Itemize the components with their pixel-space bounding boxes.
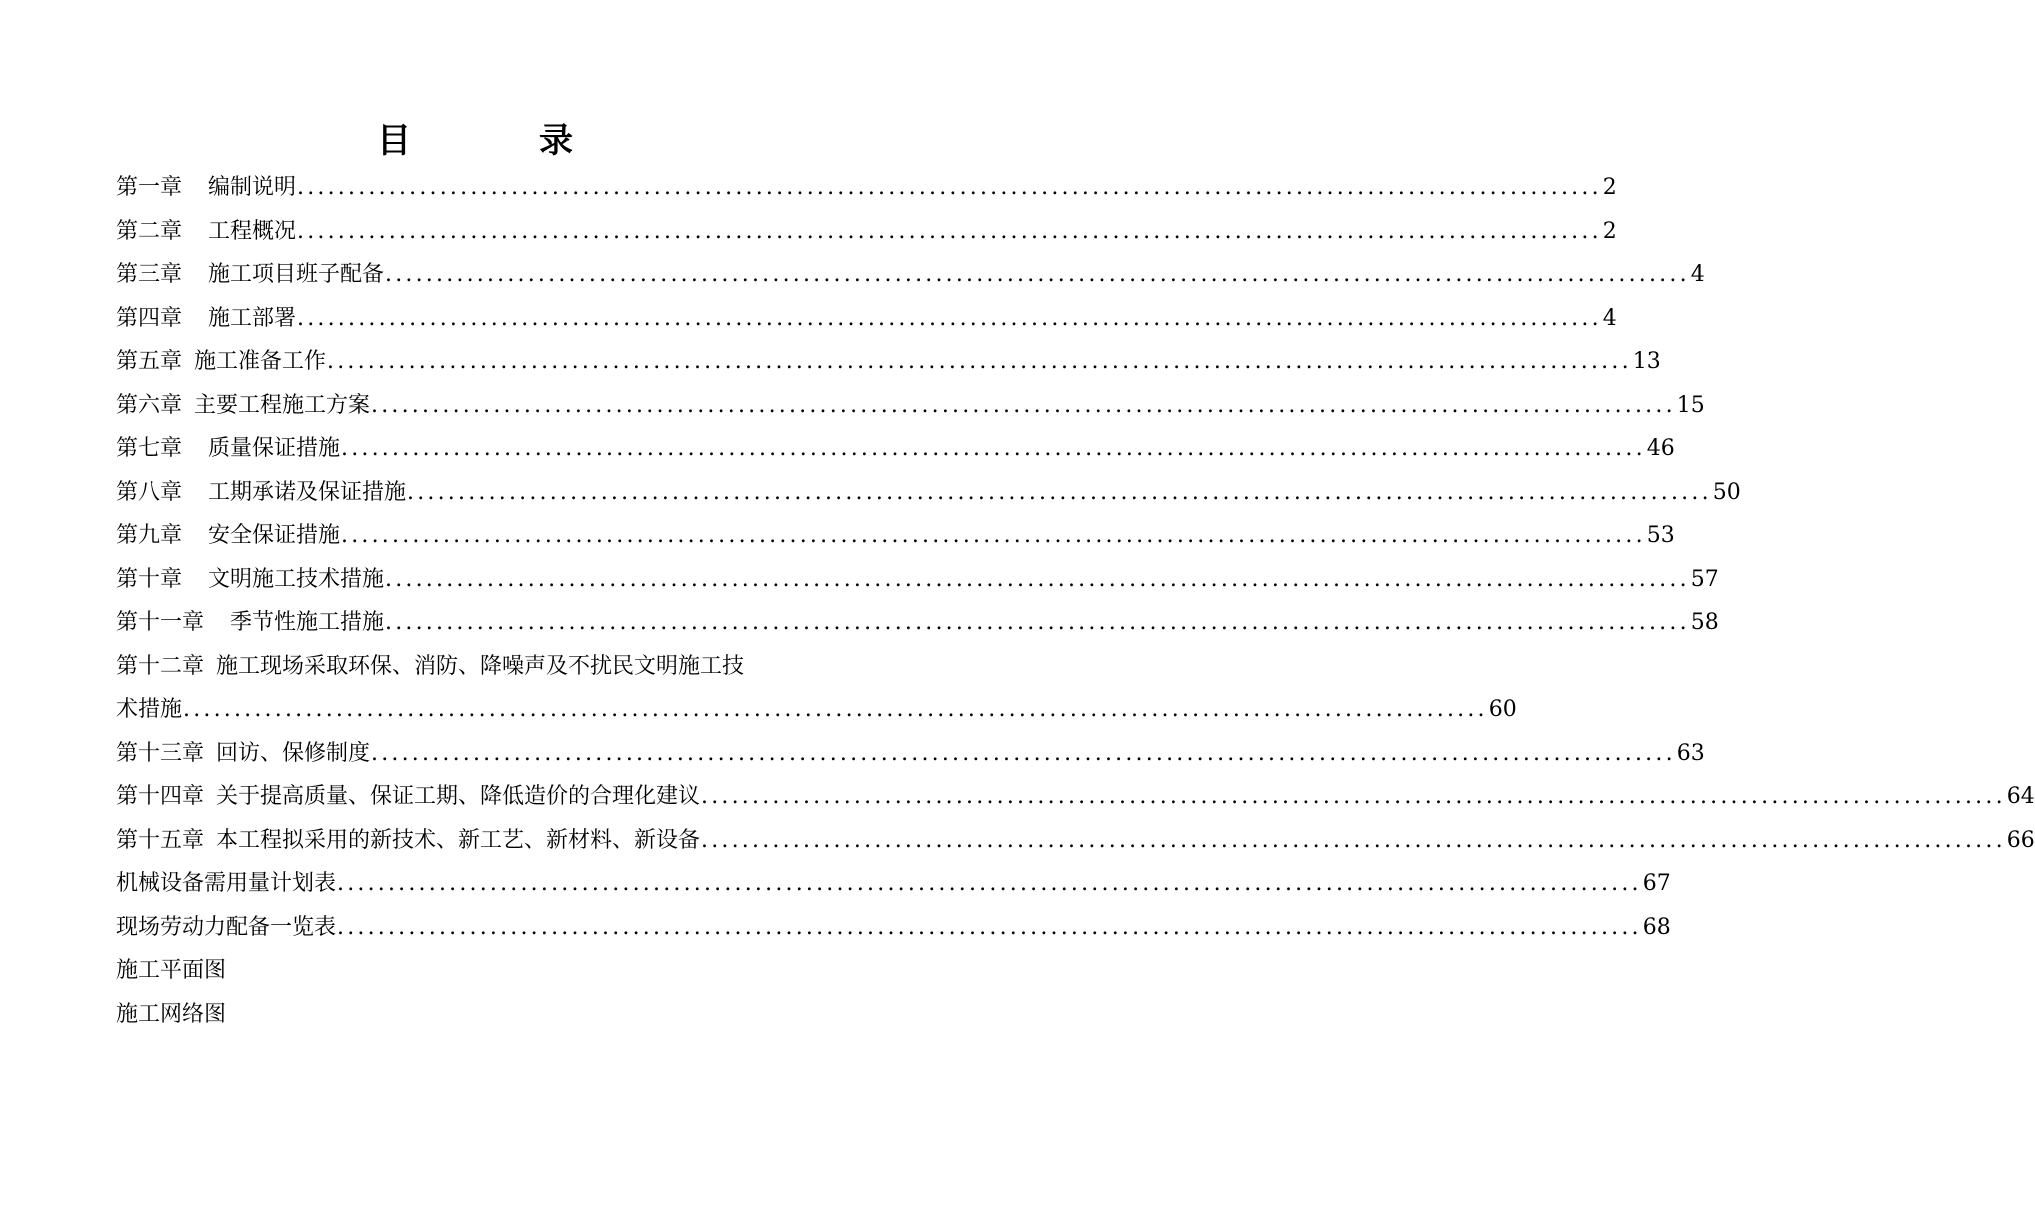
toc-page-number: 66 bbox=[2006, 827, 2035, 853]
toc-list bbox=[116, 166, 2035, 1036]
toc-heading: 工程概况 bbox=[208, 218, 297, 244]
toc-page-number: 13 bbox=[1632, 349, 1661, 374]
toc-leader-dots: ................................................................................................................................ bbox=[341, 436, 1646, 461]
toc-entry[interactable] bbox=[116, 166, 1617, 210]
toc-entry[interactable] bbox=[116, 558, 1719, 602]
toc-chapter-number: 第十四章 bbox=[116, 784, 205, 809]
toc-entry[interactable] bbox=[116, 253, 1705, 297]
toc-entry[interactable] bbox=[116, 601, 1719, 645]
toc-heading: 安全保证措施 bbox=[208, 523, 341, 548]
toc-entry[interactable] bbox=[116, 775, 2035, 819]
toc-title bbox=[0, 118, 950, 164]
toc-leader-dots: ................................................................................................................................ bbox=[701, 784, 2006, 809]
toc-heading: 施工平面图 bbox=[116, 958, 227, 983]
toc-heading: 现场劳动力配备一览表 bbox=[116, 914, 337, 940]
toc-leader-dots: ................................................................................................................................ bbox=[407, 479, 1712, 505]
toc-chapter-number: 第二章 bbox=[116, 218, 183, 244]
toc-chapter-number: 第六章 bbox=[116, 392, 183, 418]
toc-entry[interactable] bbox=[116, 906, 1671, 950]
toc-entry[interactable] bbox=[116, 427, 1675, 471]
toc-chapter-number: 第四章 bbox=[116, 305, 183, 331]
toc-heading: 施工准备工作 bbox=[194, 349, 327, 374]
toc-page-number: 60 bbox=[1488, 697, 1517, 722]
toc-page-number: 46 bbox=[1646, 436, 1675, 461]
toc-chapter-number: 第十章 bbox=[116, 566, 183, 592]
toc-heading: 文明施工技术措施 bbox=[208, 566, 385, 592]
toc-entry[interactable] bbox=[116, 688, 1517, 732]
toc-leader-dots: ................................................................................................................................ bbox=[385, 262, 1690, 287]
toc-page-number: 4 bbox=[1602, 305, 1617, 331]
toc-entry[interactable] bbox=[116, 862, 1671, 906]
toc-page-number: 2 bbox=[1602, 175, 1617, 200]
toc-leader-dots: ................................................................................................................................ bbox=[337, 914, 1642, 940]
toc-page-number: 68 bbox=[1642, 914, 1671, 940]
toc-heading: 主要工程施工方案 bbox=[194, 392, 371, 418]
toc-leader-dots: ................................................................................................................................ bbox=[183, 697, 1488, 722]
toc-leader-dots: ................................................................................................................................ bbox=[297, 305, 1602, 331]
toc-heading: 关于提高质量、保证工期、降低造价的合理化建议 bbox=[216, 784, 701, 809]
toc-leader-dots: ................................................................................................................................ bbox=[701, 827, 2006, 853]
toc-heading: 本工程拟采用的新技术、新工艺、新材料、新设备 bbox=[216, 827, 701, 853]
toc-chapter-number: 第十二章 bbox=[116, 653, 205, 679]
toc-heading: 施工部署 bbox=[208, 305, 297, 331]
toc-entry[interactable] bbox=[116, 340, 1661, 384]
toc-page-number: 15 bbox=[1676, 392, 1705, 418]
toc-leader-dots: ................................................................................................................................ bbox=[385, 610, 1690, 635]
toc-chapter-number: 第十三章 bbox=[116, 740, 205, 766]
toc-chapter-number: 第十一章 bbox=[116, 610, 205, 635]
toc-page-number: 58 bbox=[1690, 610, 1719, 635]
toc-heading: 季节性施工措施 bbox=[230, 610, 385, 635]
toc-chapter-number: 第五章 bbox=[116, 349, 183, 374]
toc-leader-dots: ................................................................................................................................ bbox=[341, 523, 1646, 548]
toc-leader-dots: ................................................................................................................................ bbox=[385, 566, 1690, 592]
toc-page-number: 4 bbox=[1690, 262, 1705, 287]
toc-chapter-number: 第十五章 bbox=[116, 827, 205, 853]
toc-heading: 施工网络图 bbox=[116, 1001, 227, 1027]
toc-page-number: 64 bbox=[2006, 784, 2035, 809]
toc-leader-dots: ................................................................................................................................ bbox=[327, 349, 1632, 374]
toc-leader-dots: ................................................................................................................................ bbox=[371, 740, 1676, 766]
toc-entry[interactable] bbox=[116, 514, 1675, 558]
toc-leader-dots: ................................................................................................................................ bbox=[297, 175, 1602, 200]
toc-leader-dots: ................................................................................................................................ bbox=[297, 218, 1602, 244]
toc-leader-dots: ................................................................................................................................ bbox=[337, 871, 1642, 896]
toc-page-number: 53 bbox=[1646, 523, 1675, 548]
toc-chapter-number: 第三章 bbox=[116, 262, 183, 287]
toc-heading: 编制说明 bbox=[208, 175, 297, 200]
toc-page-number: 50 bbox=[1712, 479, 1741, 505]
toc-entry[interactable] bbox=[116, 210, 1617, 254]
toc-heading: 机械设备需用量计划表 bbox=[116, 871, 337, 896]
toc-heading: 施工项目班子配备 bbox=[208, 262, 385, 287]
toc-page-number: 57 bbox=[1690, 566, 1719, 592]
toc-entry[interactable] bbox=[116, 471, 1741, 515]
toc-heading: 工期承诺及保证措施 bbox=[208, 479, 407, 505]
toc-heading: 施工现场采取环保、消防、降噪声及不扰民文明施工技 bbox=[216, 653, 745, 679]
toc-title-right: 录 bbox=[539, 121, 573, 161]
toc-heading: 回访、保修制度 bbox=[216, 740, 371, 766]
toc-chapter-number: 第一章 bbox=[116, 175, 183, 200]
toc-leader-dots: ................................................................................................................................ bbox=[371, 392, 1676, 418]
toc-heading: 质量保证措施 bbox=[208, 436, 341, 461]
toc-entry[interactable] bbox=[116, 297, 1617, 341]
toc-chapter-number: 第八章 bbox=[116, 479, 183, 505]
toc-page-number: 67 bbox=[1642, 871, 1671, 896]
toc-entry[interactable] bbox=[116, 645, 836, 689]
toc-chapter-number: 第七章 bbox=[116, 436, 183, 461]
toc-title-left: 目 bbox=[377, 121, 411, 161]
toc-page-number: 63 bbox=[1676, 740, 1705, 766]
toc-heading: 术措施 bbox=[116, 697, 183, 722]
toc-page-number: 2 bbox=[1602, 218, 1617, 244]
toc-chapter-number: 第九章 bbox=[116, 523, 183, 548]
toc-entry[interactable] bbox=[116, 819, 2035, 863]
toc-entry[interactable] bbox=[116, 949, 836, 993]
toc-entry[interactable] bbox=[116, 993, 836, 1037]
toc-entry[interactable] bbox=[116, 732, 1705, 776]
toc-entry[interactable] bbox=[116, 384, 1705, 428]
